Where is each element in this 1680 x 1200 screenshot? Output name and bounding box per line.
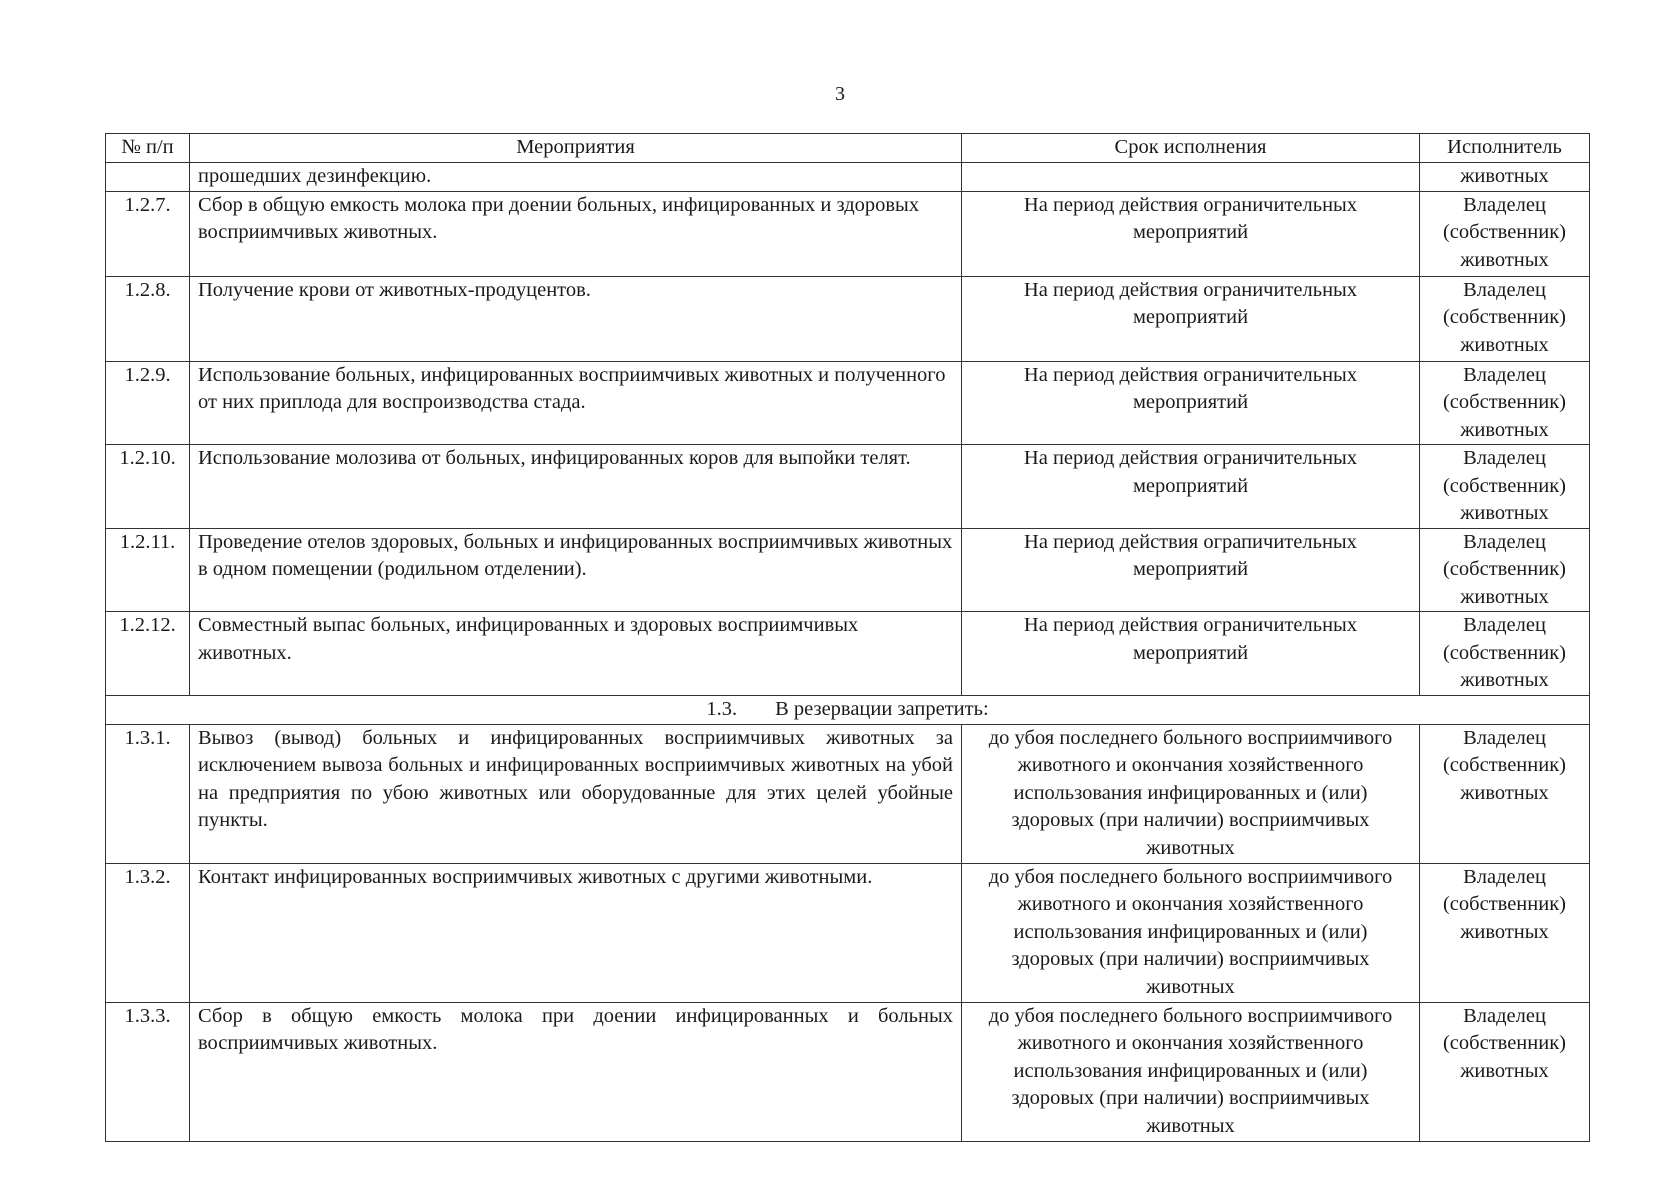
row-term: На период действия ограничительных мероприятий bbox=[962, 191, 1420, 276]
row-executor: Владелец (собственник) животных bbox=[1420, 191, 1590, 276]
row-executor: животных bbox=[1420, 163, 1590, 192]
header-activities: Мероприятия bbox=[190, 134, 962, 163]
row-activity: Совместный выпас больных, инфицированных и здоровых восприимчивых животных. bbox=[190, 612, 962, 696]
row-num: 1.3.2. bbox=[106, 863, 190, 1002]
header-num: № п/п bbox=[106, 134, 190, 163]
table-row bbox=[106, 528, 1590, 612]
measures-table bbox=[105, 133, 1590, 1142]
table-row bbox=[106, 612, 1590, 696]
row-term bbox=[962, 163, 1420, 192]
section-title bbox=[106, 695, 1590, 724]
row-num: 1.2.10. bbox=[106, 445, 190, 529]
row-num: 1.2.11. bbox=[106, 528, 190, 612]
page-number: 3 bbox=[835, 83, 845, 105]
row-num: 1.3.3. bbox=[106, 1002, 190, 1141]
row-executor: Владелец (собственник) животных bbox=[1420, 361, 1590, 445]
table-row bbox=[106, 1002, 1590, 1141]
row-activity: Вывоз (вывод) больных и инфицированных восприимчивых животных за исключением вывоза больных и инфицированных восприимчивых животных на убой на предприятия по убою животных или оборудованные для этих целей убойные пункты. bbox=[190, 724, 962, 863]
row-num: 1.2.7. bbox=[106, 191, 190, 276]
row-term: На период действия ограпичительных мероприятий bbox=[962, 528, 1420, 612]
row-activity: Использование молозива от больных, инфицированных коров для выпойки телят. bbox=[190, 445, 962, 529]
row-term: до убоя последнего больного восприимчивого животного и окончания хозяйственного использования инфицированных и (или) здоровых (при наличии) восприимчивых животных bbox=[962, 724, 1420, 863]
row-activity: Сбор в общую емкость молока при доении больных, инфицированных и здоровых восприимчивых животных. bbox=[190, 191, 962, 276]
row-term: до убоя последнего больного восприимчивого животного и окончания хозяйственного использования инфицированных и (или) здоровых (при наличии) восприимчивых животных bbox=[962, 863, 1420, 1002]
table-row bbox=[106, 191, 1590, 276]
row-executor: Владелец (собственник) животных bbox=[1420, 276, 1590, 361]
table-row bbox=[106, 863, 1590, 1002]
row-activity: Сбор в общую емкость молока при доении инфицированных и больных восприимчивых животных. bbox=[190, 1002, 962, 1141]
row-num bbox=[106, 163, 190, 192]
table-row bbox=[106, 361, 1590, 445]
table-row bbox=[106, 445, 1590, 529]
row-term: На период действия ограничительных мероприятий bbox=[962, 276, 1420, 361]
continuation-row bbox=[106, 163, 1590, 192]
row-term: до убоя последнего больного восприимчивого животного и окончания хозяйственного использования инфицированных и (или) здоровых (при наличии) восприимчивых животных bbox=[962, 1002, 1420, 1141]
row-activity: прошедших дезинфекцию. bbox=[190, 163, 962, 192]
row-num: 1.2.9. bbox=[106, 361, 190, 445]
row-executor: Владелец (собственник) животных bbox=[1420, 612, 1590, 696]
row-num: 1.3.1. bbox=[106, 724, 190, 863]
section-title-text: В резервации запретить: bbox=[775, 697, 989, 720]
row-executor: Владелец (собственник) животных bbox=[1420, 445, 1590, 529]
header-executor: Исполнитель bbox=[1420, 134, 1590, 163]
row-activity: Получение крови от животных-продуцентов. bbox=[190, 276, 962, 361]
header-term: Срок исполнения bbox=[962, 134, 1420, 163]
section-header-row bbox=[106, 695, 1590, 724]
row-executor: Владелец (собственник) животных bbox=[1420, 1002, 1590, 1141]
table-header-row bbox=[106, 134, 1590, 163]
row-num: 1.2.8. bbox=[106, 276, 190, 361]
section-number: 1.3. bbox=[706, 697, 738, 720]
row-term: На период действия ограничительных мероприятий bbox=[962, 612, 1420, 696]
row-term: На период действия ограничительных мероприятий bbox=[962, 361, 1420, 445]
row-executor: Владелец (собственник) животных bbox=[1420, 863, 1590, 1002]
row-term: На период действия ограничительных мероприятий bbox=[962, 445, 1420, 529]
row-num: 1.2.12. bbox=[106, 612, 190, 696]
row-activity: Использование больных, инфицированных восприимчивых животных и полученного от них приплода для воспроизводства стада. bbox=[190, 361, 962, 445]
table-row bbox=[106, 276, 1590, 361]
row-activity: Контакт инфицированных восприимчивых животных с другими животными. bbox=[190, 863, 962, 1002]
row-executor: Владелец (собственник) животных bbox=[1420, 528, 1590, 612]
table-row bbox=[106, 724, 1590, 863]
row-activity: Проведение отелов здоровых, больных и инфицированных восприимчивых животных в одном помещении (родильном отделении). bbox=[190, 528, 962, 612]
row-executor: Владелец (собственник) животных bbox=[1420, 724, 1590, 863]
